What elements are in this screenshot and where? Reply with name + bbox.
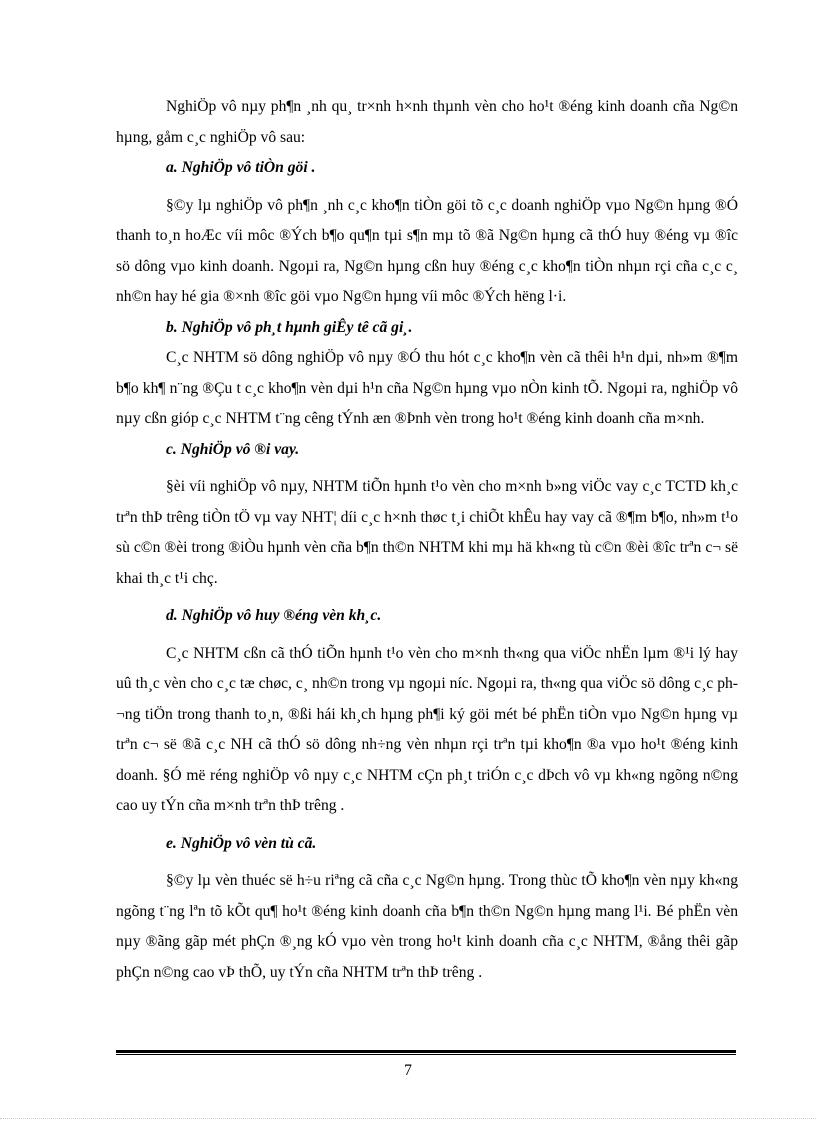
section-b-heading: b. NghiÖp vô ph¸t hµnh giÊy tê cã gi¸.: [166, 318, 413, 336]
section-c-paragraph: §èi víi nghiÖp vô nµy, NHTM tiÕn hµnh t¹o vèn cho m×nh b»ng viÖc vay c¸c TCTD kh¸c trªn thÞ trêng tiÒn tÖ vµ vay NHT¦ díi c¸c h×nh thøc t¸i chiÕt khÊu hay vay cã ®¶m b¶o, nh»m t¹o sù c©n ®èi trong ®iÒu hµnh vèn cña b¶n th©n NHTM khi mµ hä kh«ng tù c©n ®èi ®îc trªn c¬ së khai th¸c t¹i chç.: [116, 478, 738, 587]
section-d-paragraph: C¸c NHTM cßn cã thÓ tiÕn hµnh t¹o vèn cho m×nh th«ng qua viÖc nhËn lµm ®¹i lý hay uû th¸c vèn cho c¸c tæ chøc, c¸ nh©n trong vµ ngoµi níc. Ngoµi ra, th«ng qua viÖc sö dông c¸c ph¬ng tiÖn trong thanh to¸n, ®ßi hái kh¸ch hµng ph¶i ký göi mét bé phËn tiÒn vµo Ng©n hµng vµ trªn c¬ së ®ã c¸c NH cã thÓ sö dông nh÷ng vèn nhµn rçi trªn tµi kho¶n ®a vµo ho¹t ®éng kinh doanh. §Ó më réng nghiÖp vô nµy c¸c NHTM cÇn ph¸t triÓn c¸c dÞch vô vµ kh«ng ngõng n©ng cao uy tÝn cña m×nh trªn thÞ trêng .: [116, 644, 738, 814]
section-b-paragraph: C¸c NHTM sö dông nghiÖp vô nµy ®Ó thu hót c¸c kho¶n vèn cã thêi h¹n dµi, nh»m ®¶m b¶o kh¶ n¨ng ®Çu t c¸c kho¶n vèn dµi h¹n cña Ng©n hµng vµo nÒn kinh tÕ. Ngoµi ra, nghiÖp vô nµy cßn gióp c¸c NHTM t¨ng cêng tÝnh æn ®Þnh vèn trong ho¹t ®éng kinh doanh cña m×nh.: [116, 349, 738, 427]
page-edge-divider: [0, 1118, 816, 1119]
page-number: 7: [404, 1062, 412, 1079]
intro-paragraph: NghiÖp vô nµy ph¶n ¸nh qu¸ tr×nh h×nh thµnh vèn cho ho¹t ®éng kinh doanh cña Ng©n hµng, gåm c¸c nghiÖp vô sau:: [116, 98, 738, 146]
section-a-heading: a. NghiÖp vô tiÒn göi .: [166, 159, 316, 176]
section-e-heading: e. NghiÖp vô vèn tù cã.: [166, 834, 317, 852]
section-a-paragraph: §©y lµ nghiÖp vô ph¶n ¸nh c¸c kho¶n tiÒn göi tõ c¸c doanh nghiÖp vµo Ng©n hµng ®Ó thanh to¸n hoÆc víi môc ®Ých b¶o qu¶n tµi s¶n mµ tõ ®ã Ng©n hµng cã thÓ huy ®éng vµ ®îc sö dông vµo kinh doanh. Ngoµi ra, Ng©n hµng cßn huy ®éng c¸c kho¶n tiÒn nhµn rçi cña c¸c c¸ nh©n hay hé gia ®×nh ®îc göi vµo Ng©n hµng víi môc ®Ých hëng l·i.: [116, 196, 738, 305]
section-e-paragraph: §©y lµ vèn thuéc së h÷u riªng cã cña c¸c Ng©n hµng. Trong thùc tÕ kho¶n vèn nµy kh«ng ngõng t¨ng lªn tõ kÕt qu¶ ho¹t ®éng kinh doanh cña b¶n th©n Ng©n hµng mang l¹i. Bé phËn vèn nµy ®ãng gãp mét phÇn ®¸ng kÓ vµo vèn trong ho¹t kinh doanh cña c¸c NHTM, ®ång thêi gãp phÇn n©ng cao vÞ thÕ, uy tÝn cña NHTM trªn thÞ trêng .: [116, 872, 738, 981]
footer-rule: [116, 1050, 736, 1055]
section-c-heading: c. NghiÖp vô ®i vay.: [166, 440, 300, 458]
page-body: [116, 92, 738, 988]
section-d-heading: d. NghiÖp vô huy ®éng vèn kh¸c.: [166, 607, 382, 624]
